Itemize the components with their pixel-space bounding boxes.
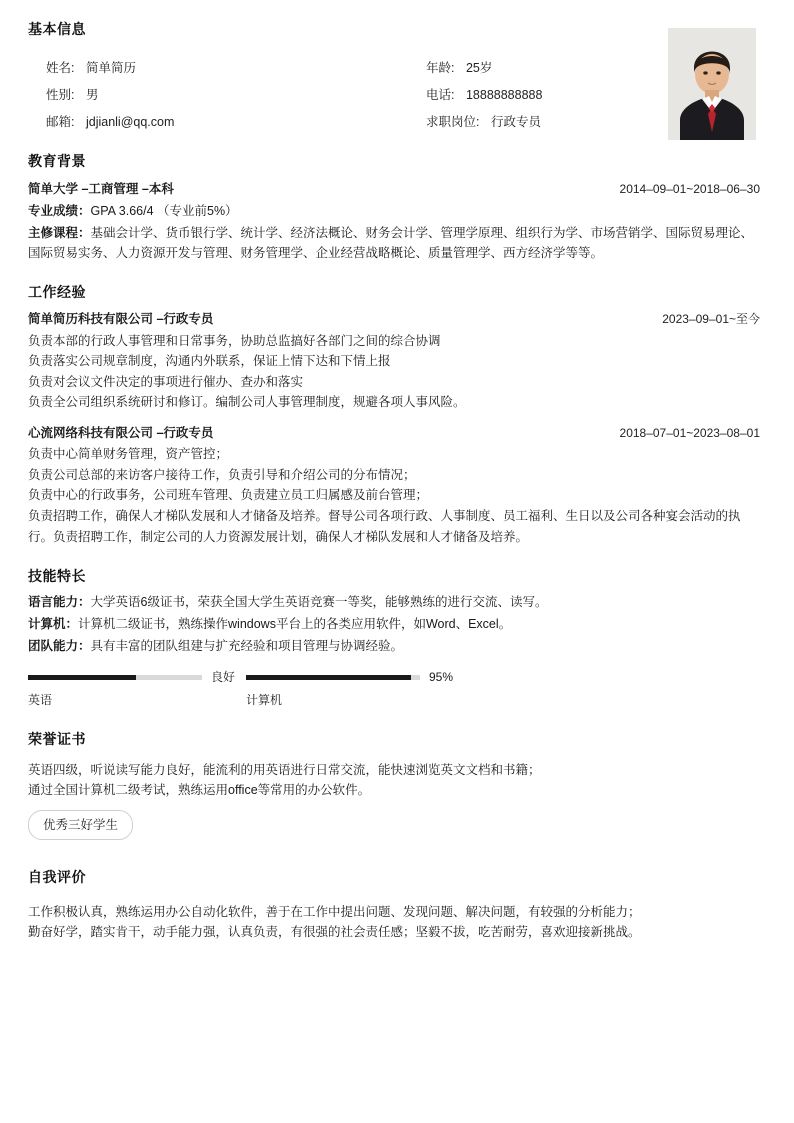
field-email-value: jdjianli@qq.com — [85, 115, 175, 130]
skill-language-label: 语言能力： — [28, 594, 91, 609]
skill-bar-computer — [246, 668, 454, 710]
field-gender-value: 男 — [85, 88, 99, 103]
work-date: 2023–09–01~至今 — [662, 312, 760, 327]
skill-language-value: 大学英语6级证书，荣获全国大学生英语竞赛一等奖，能够熟练的进行交流、读写。 — [90, 594, 548, 609]
section-education — [28, 150, 760, 263]
skill-bar-value: 良好 — [211, 669, 236, 684]
self-line: 工作积极认真，熟练运用办公自动化软件，善于在工作中提出问题、发现问题、解决问题，有较强的分析能力； — [28, 904, 641, 919]
section-honors — [28, 728, 760, 839]
section-title-work: 工作经验 — [28, 283, 86, 300]
skill-team — [28, 636, 760, 656]
skill-computer-label: 计算机： — [28, 616, 79, 631]
skill-bar-value: 95% — [429, 669, 454, 684]
work-entry — [28, 309, 760, 413]
work-line: 负责本部的行政人事管理和日常事务，协助总监搞好各部门之间的综合协调 — [28, 333, 441, 348]
section-title-self: 自我评价 — [28, 868, 86, 885]
honor-tag: 优秀三好学生 — [28, 810, 133, 840]
education-date: 2014–09–01~2018–06–30 — [619, 181, 760, 196]
skill-language — [28, 592, 760, 612]
work-line: 负责全公司组织系统研讨和修订。编制公司人事管理制度，规避各项人事风险。 — [28, 395, 466, 410]
work-entry-header — [28, 309, 760, 329]
education-courses-value: 基础会计学、货币银行学、统计学、经济法概论、财务会计学、管理学原理、组织行为学、市场营销学、国际贸易理论、国际贸易实务、人力资源开发与管理、财务管理学、企业经营战略概论、质量管理学、西方经济学等等。 — [28, 225, 754, 260]
work-line: 负责中心简单财务管理，资产管控； — [28, 447, 229, 462]
work-company: 心流网络科技有限公司 –行政专员 — [28, 426, 214, 441]
education-courses — [28, 223, 760, 263]
field-name — [46, 58, 426, 78]
education-score — [28, 201, 760, 221]
education-score-value: GPA 3.66/4 （专业前5%） — [90, 203, 238, 218]
basic-info-grid — [28, 44, 646, 132]
work-entry — [28, 423, 760, 547]
skill-bar-label: 英语 — [28, 692, 53, 707]
skill-bar-track — [28, 675, 202, 680]
field-name-label: 姓名: — [46, 61, 75, 76]
field-age-value: 25岁 — [465, 61, 493, 76]
education-score-label: 专业成绩： — [28, 203, 91, 218]
skill-bar-fill — [28, 675, 136, 680]
field-phone-label: 电话: — [426, 88, 455, 103]
section-self-evaluation — [28, 866, 760, 942]
work-entry-header — [28, 423, 760, 443]
skill-team-label: 团队能力： — [28, 638, 91, 653]
field-position-label: 求职岗位: — [426, 115, 480, 130]
skill-bars — [28, 668, 760, 710]
work-line: 负责对会议文件决定的事项进行催办、查办和落实 — [28, 374, 304, 389]
work-date: 2018–07–01~2023–08–01 — [619, 426, 760, 441]
skill-computer — [28, 614, 760, 634]
education-school: 简单大学 –工商管理 –本科 — [28, 181, 174, 196]
skill-bar-fill — [246, 675, 411, 680]
field-gender-label: 性别: — [46, 88, 75, 103]
field-phone — [426, 85, 646, 105]
honor-line: 通过全国计算机二级考试，熟练运用office等常用的办公软件。 — [28, 782, 371, 797]
work-line: 负责公司总部的来访客户接待工作，负责引导和介绍公司的分布情况； — [28, 467, 416, 482]
work-description — [28, 444, 760, 547]
avatar — [668, 28, 756, 140]
skill-bar-label: 计算机 — [246, 692, 283, 707]
field-age-label: 年龄: — [426, 61, 455, 76]
section-skills — [28, 565, 760, 710]
field-email — [46, 112, 426, 132]
section-work-experience — [28, 281, 760, 547]
field-position-value: 行政专员 — [490, 115, 541, 130]
skill-bar-row — [246, 668, 454, 687]
work-line: 负责招聘工作，确保人才梯队发展和人才储备及培养。督导公司各项行政、人事制度、员工福利、生日以及公司各种宴会活动的执行。负责招聘工作，制定公司的人力资源发展计划，确保人才梯队发展和人才储备及培养。 — [28, 509, 741, 544]
self-line: 勤奋好学，踏实肯干，动手能力强，认真负责，有很强的社会责任感；坚毅不拔，吃苦耐劳，喜欢迎接新挑战。 — [28, 924, 641, 939]
field-name-value: 简单简历 — [85, 61, 136, 76]
work-description — [28, 331, 760, 414]
work-line: 负责落实公司规章制度，沟通内外联系，保证上情下达和下情上报 — [28, 354, 391, 369]
skill-computer-value: 计算机二级证书，熟练操作windows平台上的各类应用软件，如Word、Excel。 — [78, 616, 512, 631]
work-line: 负责中心的行政事务，公司班车管理、负责建立员工归属感及前台管理； — [28, 488, 429, 503]
field-email-label: 邮箱: — [46, 115, 75, 130]
skill-bar-row — [28, 668, 236, 687]
field-gender — [46, 85, 426, 105]
skill-team-value: 具有丰富的团队组建与扩充经验和项目管理与协调经验。 — [90, 638, 404, 653]
field-age — [426, 58, 646, 78]
section-basic-info — [28, 18, 760, 132]
field-position — [426, 112, 646, 132]
section-title-skills: 技能特长 — [28, 568, 86, 585]
honor-line: 英语四级，听说读写能力良好，能流利的用英语进行日常交流，能快速浏览英文文档和书籍； — [28, 762, 541, 777]
section-title-basic: 基本信息 — [28, 21, 86, 37]
section-title-honors: 荣誉证书 — [28, 731, 86, 748]
section-title-education: 教育背景 — [28, 153, 86, 170]
education-courses-label: 主修课程： — [28, 225, 91, 240]
education-entry-header — [28, 179, 760, 199]
skill-bar-english — [28, 668, 236, 710]
work-company: 简单简历科技有限公司 –行政专员 — [28, 312, 214, 327]
skill-bar-track — [246, 675, 420, 680]
field-phone-value: 18888888888 — [465, 88, 543, 103]
